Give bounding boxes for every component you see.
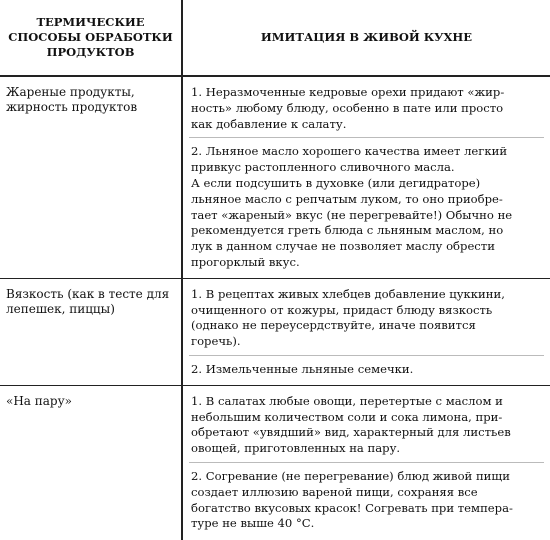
row-method-fried: Жареные продукты, жирность продуктов bbox=[0, 76, 182, 278]
row-imitation-cell bbox=[182, 385, 550, 540]
header-live-kitchen-imitation: ИМИТАЦИЯ В ЖИВОЙ КУХНЕ bbox=[182, 0, 550, 76]
item-divider bbox=[189, 355, 544, 356]
header-row bbox=[0, 0, 550, 76]
table-row bbox=[0, 76, 550, 278]
imitation-item: 1. В рецептах живых хлебцев добавление цуккини, очищенного от кожуры, придаст блюду вязкость (однако не переусердствуйте, иначе появится горечь). bbox=[191, 286, 505, 349]
row-imitation-cell bbox=[182, 76, 550, 278]
item-divider bbox=[189, 137, 544, 138]
row-imitation-cell bbox=[182, 278, 550, 385]
imitation-item: 2. Согревание (не перегревание) блюд живой пищи создает иллюзию вареной пищи, сохраняя все богатство вкусовых красок! Согревать при темпера- туре не выше 40 °С. bbox=[191, 468, 513, 531]
table-row bbox=[0, 385, 550, 540]
row-method-viscosity: Вязкость (как в тесте для лепешек, пиццы) bbox=[0, 278, 182, 385]
imitation-item: 1. Неразмоченные кедровые орехи придают «жир- ность» любому блюду, особенно в пате или просто как добавление к салату. bbox=[191, 85, 505, 131]
header-thermal-methods: ТЕРМИЧЕСКИЕ СПОСОБЫ ОБРАБОТКИ ПРОДУКТОВ bbox=[0, 0, 182, 76]
table-row bbox=[0, 278, 550, 385]
imitation-item: 1. В салатах любые овощи, перетертые с маслом и небольшим количеством соли и сока лимона, при- обретают «увядший» вид, характерный для листьев овощей, приготовленных на пару. bbox=[191, 393, 511, 456]
imitation-item: 2. Льняное масло хорошего качества имеет легкий привкус растопленного сливочного масла. А если подсушить в духовке (или дегидраторе) льняное масло с репчатым луком, то оно приобре- тает «жареный» вкус (не перегревайте!) Обычно не рекомендуется греть блюда с льняным маслом, но лук в данном случае не позволяет маслу обрести прогорклый вкус. bbox=[191, 144, 513, 269]
row-method-steamed: «На пару» bbox=[0, 385, 182, 540]
imitation-item: 2. Измельченные льняные семечки. bbox=[191, 361, 414, 376]
item-divider bbox=[189, 462, 544, 463]
